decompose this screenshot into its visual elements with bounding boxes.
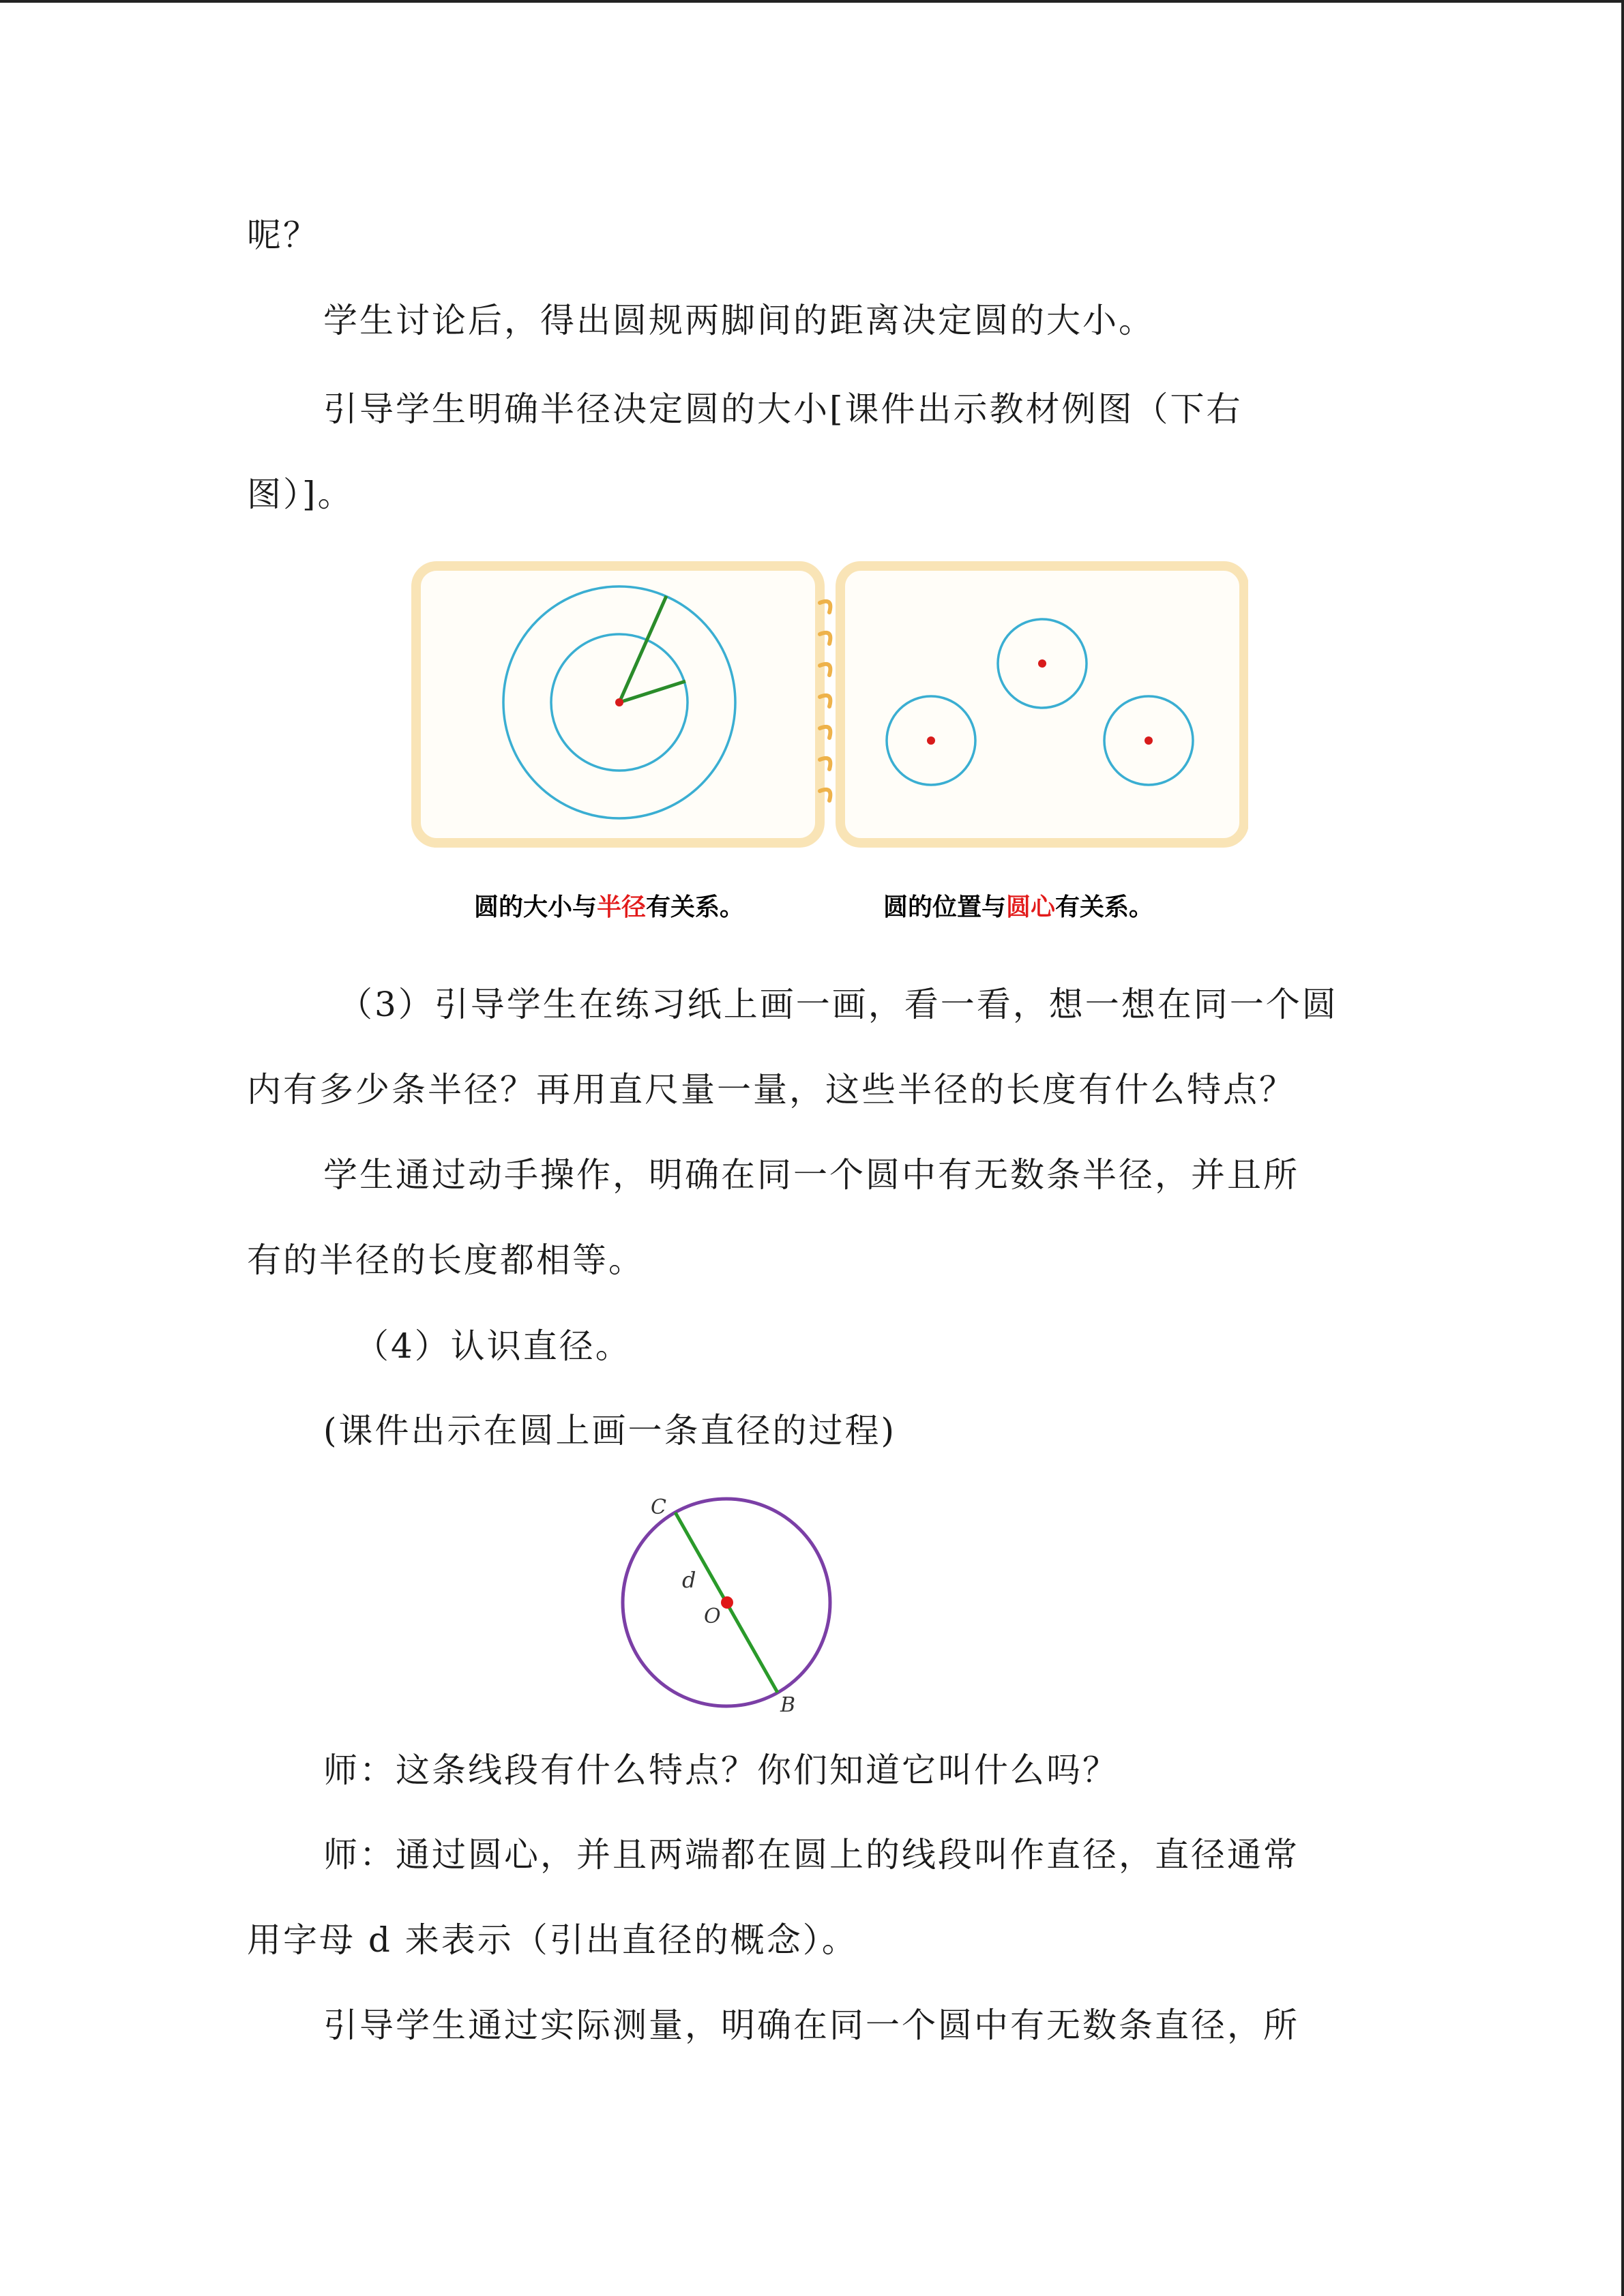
- textbook-figure-circles: [411, 561, 1248, 929]
- paragraph-line: 学生讨论后，得出圆规两脚间的距离决定圆的大小。: [323, 301, 1155, 340]
- paragraph-line: 用字母 d 来表示（引出直径的概念）。: [247, 1920, 858, 1960]
- paragraph-line: （4）认识直径。: [355, 1326, 632, 1366]
- paragraph-line: 引导学生通过实际测量，明确在同一个圆中有无数条直径，所: [323, 2006, 1299, 2045]
- center-dot-right: [1145, 736, 1153, 745]
- label-b: B: [780, 1693, 796, 1717]
- paragraph-line: (课件出示在圆上画一条直径的过程): [323, 1411, 897, 1450]
- paragraph-line: （3）引导学生在练习纸上画一画，看一看，想一想在同一个圆: [338, 985, 1338, 1024]
- label-c: C: [651, 1495, 666, 1519]
- paragraph-line: 学生通过动手操作，明确在同一个圆中有无数条半径，并且所: [323, 1155, 1299, 1195]
- center-dot-top: [1038, 659, 1046, 668]
- diameter-diagram: [600, 1487, 859, 1718]
- paragraph-line: 师：这条线段有什么特点？你们知道它叫什么吗？: [323, 1750, 1119, 1790]
- center-dot-left: [927, 736, 935, 745]
- paragraph-line: 引导学生明确半径决定圆的大小[课件出示教材例图（下右: [323, 389, 1243, 429]
- label-d: d: [682, 1567, 696, 1593]
- center-point: [721, 1596, 733, 1609]
- label-o: O: [704, 1605, 721, 1628]
- right-panel-frame: [840, 566, 1244, 843]
- paragraph-line: 呢？: [247, 215, 319, 255]
- paragraph-line: 师：通过圆心，并且两端都在圆上的线段叫作直径，直径通常: [323, 1835, 1299, 1875]
- caption-right: 圆的位置与圆心有关系。: [883, 893, 1154, 921]
- paragraph-line: 有的半径的长度都相等。: [247, 1240, 645, 1280]
- page-top-border: [0, 0, 1624, 3]
- caption-left: 圆的大小与半径有关系。: [474, 893, 745, 921]
- page-right-border: [1621, 0, 1624, 2296]
- paragraph-line: 内有多少条半径？再用直尺量一量，这些半径的长度有什么特点？: [247, 1070, 1295, 1109]
- paragraph-line: 图）]。: [247, 475, 354, 514]
- center-dot: [615, 698, 623, 706]
